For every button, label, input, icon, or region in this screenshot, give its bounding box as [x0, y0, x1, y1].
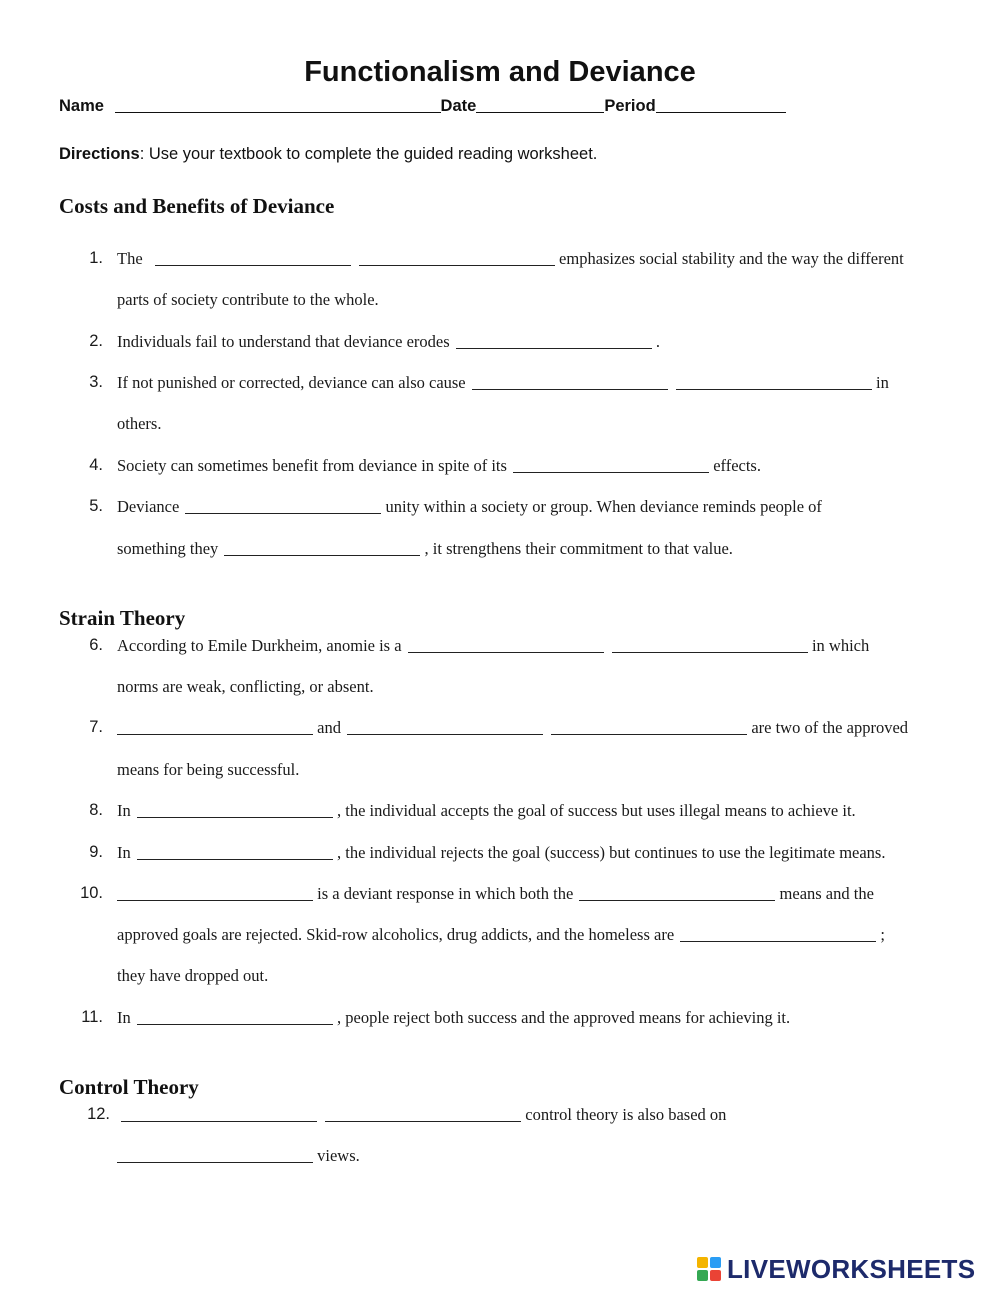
answer-blank[interactable] — [137, 1010, 333, 1025]
answer-blank[interactable] — [137, 803, 333, 818]
question-11-line-1 — [117, 1008, 790, 1028]
liveworksheets-logo — [697, 1254, 997, 1286]
question-number: 12. — [87, 1105, 110, 1123]
answer-blank[interactable] — [155, 251, 351, 266]
question-text: The — [117, 249, 143, 268]
student-info-line — [59, 97, 786, 116]
directions-text: : Use your textbook to complete the guided reading worksheet. — [139, 145, 598, 163]
question-number: 9. — [89, 843, 103, 861]
question-text: are two of the approved — [747, 718, 909, 737]
question-number: 5. — [89, 497, 103, 515]
question-text: parts of society contribute to the whole. — [117, 290, 379, 309]
section-heading-costs-benefits: Costs and Benefits of Deviance — [59, 194, 335, 218]
period-field[interactable] — [656, 97, 786, 113]
question-2-line-1 — [117, 332, 660, 352]
directions-label: Directions — [59, 145, 140, 163]
question-number: 4. — [89, 456, 103, 474]
answer-blank[interactable] — [676, 375, 872, 390]
answer-blank[interactable] — [117, 720, 313, 735]
question-text: in — [871, 373, 889, 392]
question-6-line-2 — [117, 677, 374, 697]
logo-cube — [697, 1270, 708, 1281]
question-number: 2. — [89, 332, 103, 350]
period-label: Period — [604, 97, 656, 115]
question-text: , it strengthens their commitment to that value. — [420, 539, 733, 558]
question-5-line-1 — [117, 497, 822, 517]
question-text: ; — [876, 925, 885, 944]
question-12-line-1 — [121, 1105, 726, 1125]
question-text: in which — [807, 636, 870, 655]
date-field[interactable] — [476, 97, 604, 113]
section-heading-strain-theory: Strain Theory — [59, 606, 186, 630]
directions — [59, 145, 597, 164]
answer-blank[interactable] — [137, 845, 333, 860]
logo-cube — [710, 1270, 721, 1281]
answer-blank[interactable] — [456, 334, 652, 349]
question-text: and — [317, 718, 341, 737]
question-number: 10. — [80, 884, 103, 902]
answer-blank[interactable] — [185, 499, 381, 514]
answer-blank[interactable] — [472, 375, 668, 390]
question-text: approved goals are rejected. Skid-row alcoholics, drug addicts, and the homeless are — [117, 925, 675, 944]
question-text: , the individual accepts the goal of success but uses illegal means to achieve it. — [332, 801, 856, 820]
question-text: means for being successful. — [117, 760, 300, 779]
answer-blank[interactable] — [513, 458, 709, 473]
question-text: means and the — [775, 884, 874, 903]
question-text: effects. — [709, 456, 761, 475]
question-text: If not punished or corrected, deviance can also cause — [117, 373, 466, 392]
question-8-line-1 — [117, 801, 856, 821]
logo-cubes-icon — [697, 1257, 723, 1283]
answer-blank[interactable] — [325, 1107, 521, 1122]
question-text: Individuals fail to understand that deviance erodes — [117, 332, 450, 351]
logo-cube — [697, 1257, 708, 1268]
question-10-line-1 — [117, 884, 874, 904]
question-12-line-2 — [117, 1146, 360, 1166]
question-text: something they — [117, 539, 219, 558]
worksheet-title: Functionalism and Deviance — [304, 56, 696, 88]
name-label: Name — [59, 97, 104, 115]
question-text: they have dropped out. — [117, 966, 269, 985]
question-text: . — [651, 332, 661, 351]
question-6-line-1 — [117, 636, 869, 656]
name-field[interactable] — [115, 97, 441, 113]
question-text: control theory is also based on — [525, 1105, 727, 1124]
answer-blank[interactable] — [359, 251, 555, 266]
answer-blank[interactable] — [117, 1148, 313, 1163]
question-text: emphasizes social stability and the way the different — [554, 249, 904, 268]
question-number: 3. — [89, 373, 103, 391]
question-text: others. — [117, 414, 162, 433]
question-7-line-2 — [117, 760, 299, 780]
question-7-line-1 — [117, 718, 908, 738]
question-number: 11. — [81, 1008, 103, 1026]
answer-blank[interactable] — [121, 1107, 317, 1122]
answer-blank[interactable] — [551, 720, 747, 735]
question-text: unity within a society or group. When deviance reminds people of — [381, 497, 822, 516]
answer-blank[interactable] — [347, 720, 543, 735]
date-label: Date — [440, 97, 477, 115]
question-number: 7. — [89, 718, 103, 736]
question-text: In — [117, 1008, 131, 1027]
logo-cube — [710, 1257, 721, 1268]
answer-blank[interactable] — [680, 927, 876, 942]
question-9-line-1 — [117, 843, 885, 863]
question-5-line-2 — [117, 539, 733, 559]
question-10-line-3 — [117, 966, 268, 986]
question-3-line-1 — [117, 373, 889, 393]
question-text: In — [117, 843, 131, 862]
question-text: , the individual rejects the goal (success) but continues to use the legitimate means. — [332, 843, 886, 862]
question-number: 1. — [89, 249, 103, 267]
question-text: Society can sometimes benefit from deviance in spite of its — [117, 456, 507, 475]
question-text: According to Emile Durkheim, anomie is a — [117, 636, 402, 655]
question-4-line-1 — [117, 456, 761, 476]
logo-text: LIVEWORKSHEETS — [727, 1254, 976, 1284]
answer-blank[interactable] — [579, 886, 775, 901]
answer-blank[interactable] — [117, 886, 313, 901]
question-text: , people reject both success and the approved means for achieving it. — [332, 1008, 791, 1027]
answer-blank[interactable] — [408, 638, 604, 653]
answer-blank[interactable] — [612, 638, 808, 653]
question-text: is a deviant response in which both the — [317, 884, 574, 903]
section-heading-control-theory: Control Theory — [59, 1075, 199, 1099]
question-text: norms are weak, conflicting, or absent. — [117, 677, 374, 696]
question-text: In — [117, 801, 131, 820]
question-3-line-2 — [117, 414, 161, 434]
question-1-line-2 — [117, 290, 379, 310]
question-number: 6. — [89, 636, 103, 654]
question-text: views. — [317, 1146, 360, 1165]
answer-blank[interactable] — [224, 541, 420, 556]
question-number: 8. — [89, 801, 103, 819]
question-1-line-1 — [117, 249, 904, 269]
question-10-line-2 — [117, 925, 885, 945]
question-text: Deviance — [117, 497, 180, 516]
